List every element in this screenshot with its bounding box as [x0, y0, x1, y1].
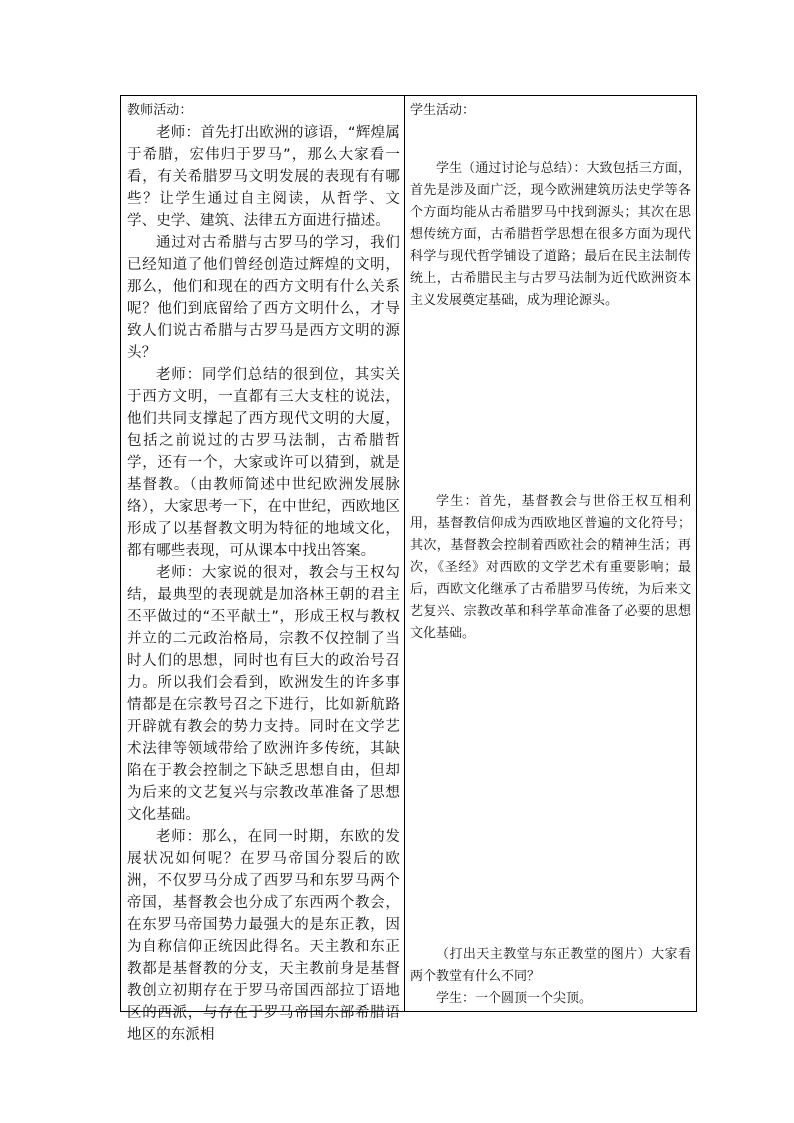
teacher-activity-column — [121, 96, 404, 1046]
student-paragraph: 学生：一个圆顶一个尖顶。 — [436, 991, 593, 1006]
teacher-paragraph: 老师：那么，在同一时期，东欧的发展状况如何呢？在罗马帝国分裂后的欧洲，不仅罗马分成了西罗马和东罗马两个帝国，基督教会也分成了东西两个教会，在东罗马帝国势力最强大的是东正教，因为自称信仰正统因此得名。天主教和东正教都是基督教的分支，天主教前身是基督教创立初期存在于罗马帝国西部拉丁语地区的西派，与存在于罗马帝国东部希腊语地区的东派相 — [127, 829, 400, 1043]
teacher-paragraph: 老师：首先打出欧洲的谚语，“辉煌属于希腊，宏伟归于罗马”，那么大家看一看，有关希腊罗马文明发展的表现有有哪些？让学生通过自主阅读，从哲学、文学、史学、建筑、法律五方面进行描述。 — [127, 125, 400, 229]
column-divider — [404, 96, 405, 1011]
student-paragraph: （打出天主教堂与东正教堂的图片）大家看两个教堂有什么不同？ — [410, 947, 691, 984]
teacher-activity-heading: 教师活动： — [127, 103, 193, 118]
teacher-paragraph: 老师：同学们总结的很到位，其实关于西方文明，一直都有三大支柱的说法，他们共同支撑起了西方现代文明的大厦，包括之前说过的古罗马法制，古希腊哲学，还有一个，大家或许可以猜到，就是基督教。（由教师简述中世纪欧洲发展脉络），大家思考一下，在中世纪，西欧地区形成了以基督教文明为特征的地域文化，都有哪些表现，可从课本中找出答案。 — [127, 367, 400, 559]
student-activity-column — [405, 96, 697, 1006]
student-paragraph: 学生：首先，基督教会与世俗王权互相利用，基督教信仰成为西欧地区普遍的文化符号；其次，基督教会控制着西欧社会的精神生活；再次，《圣经》对西欧的文学艺术有重要影响；最后，西欧文化继承了古希腊罗马传统，为后来文艺复兴、宗教改革和科学革命准备了必要的思想文化基础。 — [410, 494, 691, 641]
lesson-table — [120, 95, 697, 1043]
teacher-paragraph: 通过对古希腊与古罗马的学习，我们已经知道了他们曾经创造过辉煌的文明，那么，他们和现在的西方文明有什么关系呢？他们到底留给了西方文明什么，才导致人们说古希腊与古罗马是西方文明的源头？ — [127, 235, 400, 361]
student-paragraph: 学生（通过讨论与总结）：大致包括三方面，首先是涉及面广泛，现今欧洲建筑历法史学等各个方面均能从古希腊罗马中找到源头；其次在思想传统方面，古希腊哲学思想在很多方面为现代科学与现代哲学铺设了道路；最后在民主法制传统上，古希腊民主与古罗马法制为近代欧洲资本主义发展奠定基础，成为理论源头。 — [410, 161, 691, 308]
student-activity-heading: 学生活动： — [410, 103, 476, 118]
teacher-paragraph: 老师：大家说的很对，教会与王权勾结，最典型的表现就是加洛林王朝的君主丕平做过的“丕平献土”，形成王权与教权并立的二元政治格局，宗教不仅控制了当时人们的思想，同时也有巨大的政治号召力。所以我们会看到，欧洲发生的许多事情都是在宗教号召之下进行，比如新航路开辟就有教会的势力支持。同时在文学艺术法律等领域带给了欧洲许多传统，其缺陷在于教会控制之下缺乏思想自由，但却为后来的文艺复兴与宗教改革准备了思想文化基础。 — [127, 565, 400, 823]
